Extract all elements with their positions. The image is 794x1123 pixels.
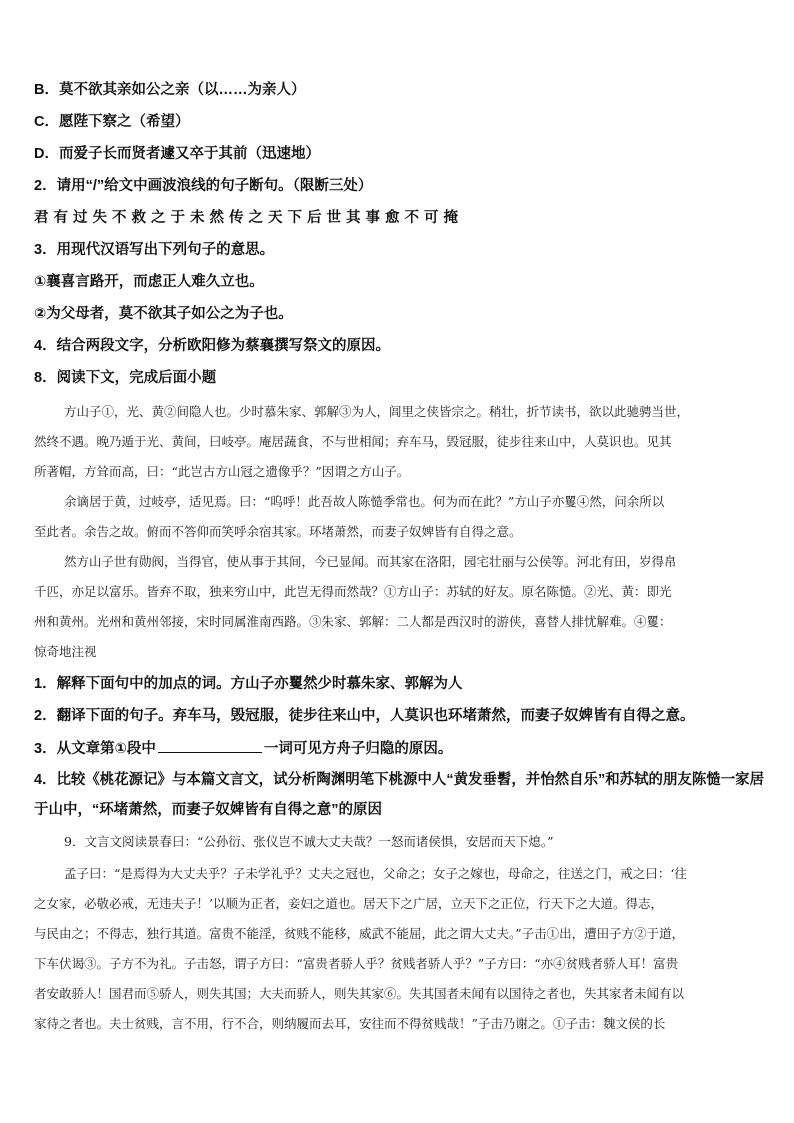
passage-line: 然方山子世有勋阀，当得官，使从事于其间，今已显闻。而其家在洛阳，园宅壮丽与公侯等。河北有田，岁得帛 xyxy=(64,554,677,569)
passage-line: 所著帽，方耸而高，曰：“此岂古方山冠之遗像乎？”因谓之方山子。 xyxy=(34,464,410,479)
passage-9-line: 者安敢骄人！国君而⑤骄人，则失其国；大夫而骄人，则失其家⑥。失其国者未闻有以国待之者也，失其家者未闻有以 xyxy=(34,986,685,1001)
sentence-1: ①襄喜言路开，而虑正人难久立也。 xyxy=(34,274,264,290)
passage-9-line: 与民由之；不得志，独行其道。富贵不能淫，贫贱不能移，威武不能屈，此之谓大丈夫。”子击①出，遭田子方②于道， xyxy=(34,926,685,941)
section-8-title: 8．阅读下文，完成后面小题 xyxy=(34,370,217,386)
subquestion-3-suffix: 一词可见方舟子归隐的原因。 xyxy=(263,741,453,757)
sentence-to-punctuate: 君有过失不救之于未然传之天下后世其事愈不可掩 xyxy=(34,210,463,226)
passage-9-line: 下车伏谒③。子方不为礼。子击怒，谓子方曰：“富贵者骄人乎？贫贱者骄人乎？”子方曰：“亦④贫贱者骄人耳！富贵 xyxy=(34,956,679,971)
subquestion-2: 2．翻译下面的句子。弃车马，毁冠服，徒步往来山中，人莫识也环堵萧然，而妻子奴婢皆有自得之意。 xyxy=(34,708,695,724)
option-c: C．愿陛下察之（希望） xyxy=(34,114,190,130)
question-4: 4．结合两段文字，分析欧阳修为蔡襄撰写祭文的原因。 xyxy=(34,338,391,354)
question-2: 2．请用“/”给文中画波浪线的句子断句。（限断三处） xyxy=(34,178,373,194)
question-3: 3．用现代汉语写出下列句子的意思。 xyxy=(34,242,275,258)
passage-line: 至此者。余告之故。俯而不答仰而笑呼余宿其家。环堵萧然，而妻子奴婢皆有自得之意。 xyxy=(34,524,522,539)
passage-line: 然终不遇。晚乃遁于光、黄间，曰岐亭。庵居蔬食，不与世相闻；弃车马，毁冠服，徒步往来山中，人莫识也。见其 xyxy=(34,434,672,449)
answer-blank[interactable] xyxy=(158,738,262,753)
option-d: D．而爱子长而贤者遽又卒于其前（迅速地） xyxy=(34,146,320,162)
passage-line: 余谪居于黄，过岐亭，适见焉。曰：“呜呼！此吾故人陈慥季常也。何为而在此？”方山子亦矍④然，问余所以 xyxy=(64,494,665,509)
option-b: B．莫不欲其亲如公之亲（以……为亲人） xyxy=(34,82,306,98)
passage-line: 惊奇地注视 xyxy=(34,644,97,659)
subquestion-4-cont: 于山中，“环堵萧然，而妻子奴婢皆有自得之意”的原因 xyxy=(34,802,382,818)
sentence-2: ②为父母者，莫不欲其子如公之为子也。 xyxy=(34,306,293,322)
passage-line: 千匹，亦足以富乐。皆弃不取，独来穷山中，此岂无得而然哉？①方山子：苏轼的好友。原名陈慥。②光、黄：即光 xyxy=(34,584,672,599)
subquestion-3 xyxy=(34,738,764,759)
passage-9-line: 9．文言文阅读景春曰：“公孙衍、张仪岂不诚大丈夫哉？一怒而诸侯惧，安居而天下熄。” xyxy=(64,834,554,849)
subquestion-1: 1．解释下面句中的加点的词。方山子亦矍然少时慕朱家、郭解为人 xyxy=(34,676,463,692)
passage-9-line: 之女家，必敬必戒，无违夫子！’以顺为正者，妾妇之道也。居天下之广居，立天下之正位，行天下之大道。得志， xyxy=(34,896,663,911)
subquestion-3-prefix: 3．从文章第①段中 xyxy=(34,741,156,757)
passage-9-line: 家待之者也。夫士贫贱，言不用，行不合，则纳履而去耳，安往而不得贫贱哉！”子击乃谢之。①子击：魏文侯的长 xyxy=(34,1016,666,1031)
subquestion-4: 4．比较《桃花源记》与本篇文言文，试分析陶渊明笔下桃源中人“黄发垂髫，并怡然自乐”和苏轼的朋友陈慥一家居 xyxy=(34,772,765,788)
passage-line: 州和黄州。光州和黄州邻接，宋时同属淮南西路。③朱家、郭解：二人都是西汉时的游侠，喜替人排忧解难。④矍： xyxy=(34,614,672,629)
passage-9-line: 孟子曰：“是焉得为大丈夫乎？子未学礼乎？丈夫之冠也，父命之；女子之嫁也，母命之，往送之门，戒之曰：‘往 xyxy=(64,866,687,881)
passage-line: 方山子①，光、黄②间隐人也。少时慕朱家、郭解③为人，闾里之侠皆宗之。稍壮，折节读书，欲以此驰骋当世， xyxy=(64,404,690,419)
